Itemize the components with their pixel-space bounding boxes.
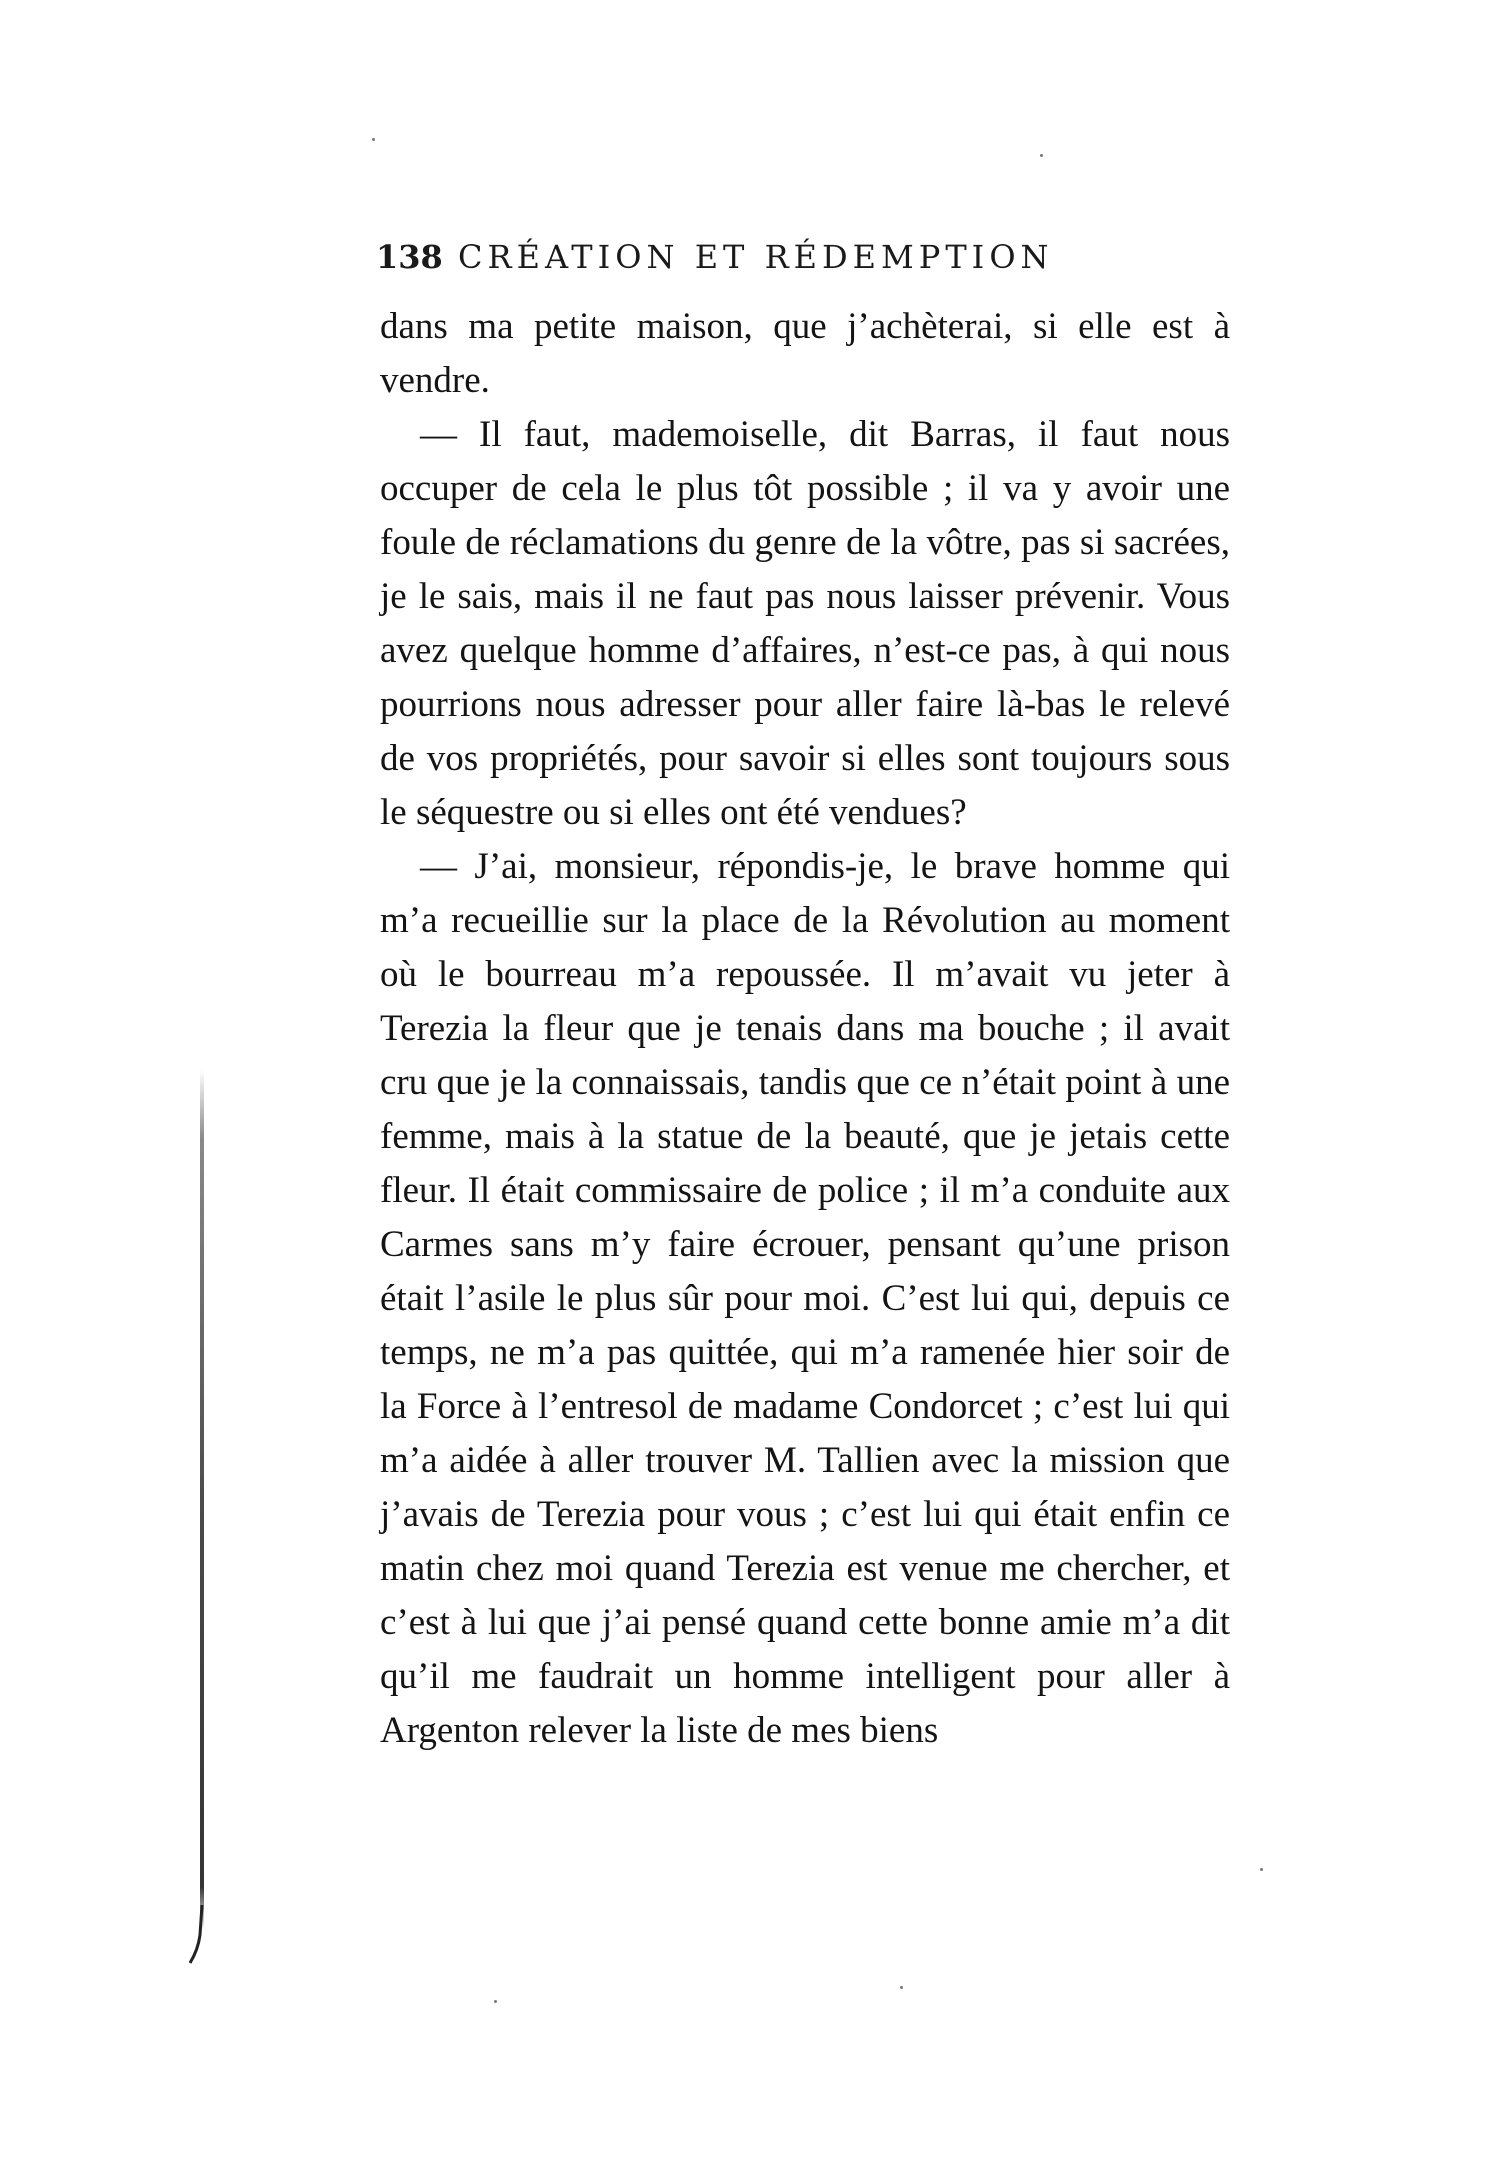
paper-speck	[900, 1986, 903, 1989]
body-text	[380, 300, 1230, 1758]
paper-speck	[1260, 1868, 1263, 1871]
paper-speck	[494, 2000, 497, 2003]
paper-speck	[1040, 154, 1043, 157]
margin-scan-line	[200, 1070, 204, 1930]
paragraph-continued: dans ma petite maison, que j’achèterai, si elle est à vendre.	[380, 306, 1230, 401]
margin-scan-mark	[186, 1905, 206, 1965]
page-number: 138	[376, 238, 443, 276]
paper-speck	[372, 138, 375, 141]
paragraph-reply: — J’ai, monsieur, répondis-je, le brave homme qui m’a recueillie sur la place de la Révolution au moment où le bourreau m’a repoussée. Il m’avait vu jeter à Terezia la fleur que je tenais dans ma bouche ; il avait cru que je la connaissais, tandis que ce n’était point à une femme, mais à la statue de la beauté, que je jetais cette fleur. Il était commissaire de police ; il m’a conduite aux Carmes sans m’y faire écrouer, pensant qu’une prison était l’asile le plus sûr pour moi. C’est lui qui, depuis ce temps, ne m’a pas quittée, qui m’a ramenée hier soir de la Force à l’entresol de madame Condorcet ; c’est lui qui m’a aidée à aller trouver M. Tallien avec la mission que j’avais de Terezia pour vous ; c’est lui qui était enfin ce matin chez moi quand Terezia est venue me chercher, et c’est à lui que j’ai pensé quand cette bonne amie m’a dit qu’il me faudrait un homme intelligent pour aller à Argenton relever la liste de mes biens	[380, 846, 1230, 1751]
page-header	[376, 238, 1236, 278]
paragraph-barras: — Il faut, mademoiselle, dit Barras, il faut nous occuper de cela le plus tôt possible ; il va y avoir une foule de réclamations du genre de la vôtre, pas si sacrées, je le sais, mais il ne faut pas nous laisser prévenir. Vous avez quelque homme d’affaires, n’est-ce pas, à qui nous pourrions nous adresser pour aller faire là-bas le relevé de vos propriétés, pour savoir si elles sont toujours sous le séquestre ou si elles ont été vendues?	[380, 414, 1230, 833]
running-title: CRÉATION ET RÉDEMPTION	[458, 238, 1054, 276]
